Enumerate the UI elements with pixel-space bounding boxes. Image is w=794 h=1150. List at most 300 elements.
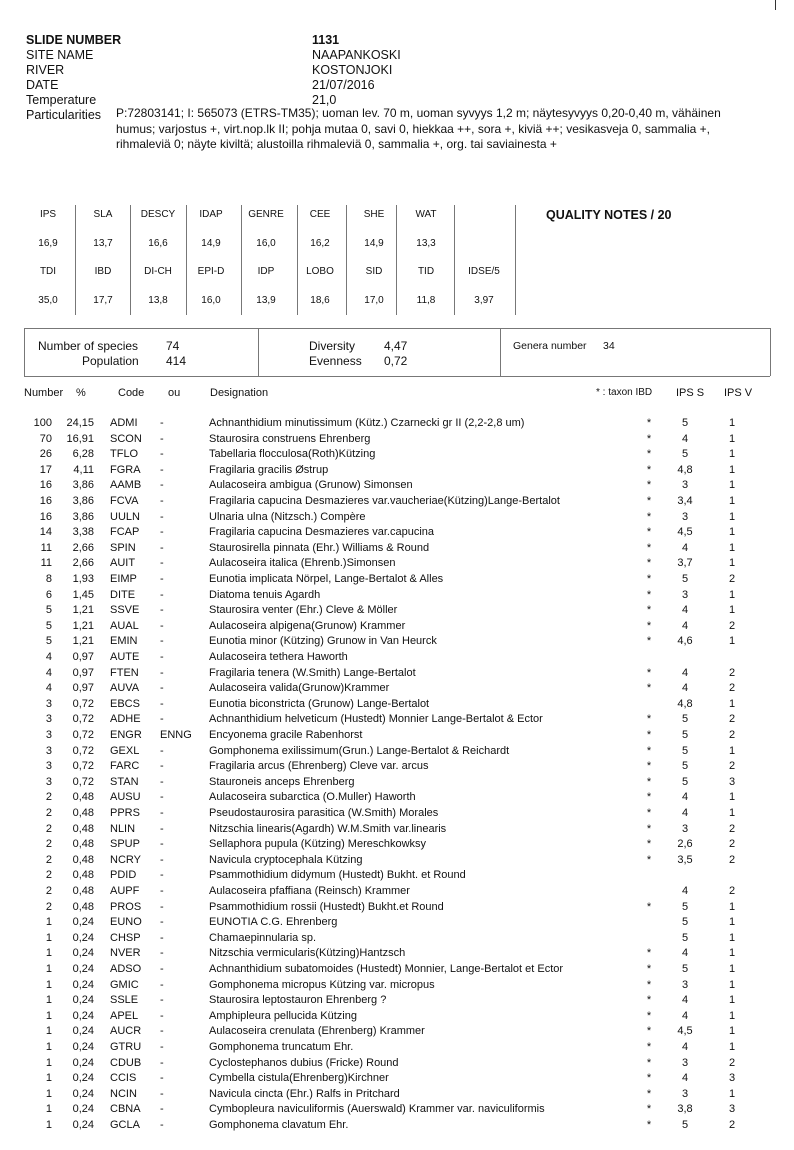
taxon-code: GEXL — [110, 744, 140, 757]
taxon-percent: 1,45 — [72, 588, 94, 601]
taxon-code: CBNA — [110, 1103, 141, 1116]
index-value-idap: 14,9 — [201, 238, 221, 249]
table-row — [0, 542, 794, 558]
ips-v-value: 2 — [728, 729, 736, 741]
ips-s-value: 5 — [681, 448, 689, 461]
ips-s-value: 4 — [681, 885, 689, 897]
taxon-count: 2 — [45, 822, 52, 835]
table-row — [0, 791, 794, 807]
ibd-marker: * — [646, 822, 652, 835]
taxon-percent: 0,48 — [72, 791, 94, 804]
ips-v-value: 1 — [728, 448, 736, 461]
taxon-code: AUAL — [110, 619, 139, 632]
ibd-marker: * — [646, 807, 652, 819]
ips-s-value: 4,5 — [677, 1025, 693, 1038]
ips-v-value: 2 — [728, 682, 736, 695]
taxon-code: ADHE — [110, 713, 141, 726]
taxon-count: 8 — [45, 573, 52, 585]
ibd-marker: * — [646, 619, 652, 632]
taxon-code: UULN — [110, 510, 140, 523]
ips-s-value: 3,5 — [677, 853, 693, 866]
table-row — [0, 932, 794, 948]
taxon-designation: Tabellaria flocculosa(Roth)Kützing — [209, 448, 376, 461]
taxon-ou: - — [160, 978, 164, 991]
taxon-code: FGRA — [110, 463, 141, 476]
quality-notes: QUALITY NOTES / 20 — [546, 208, 672, 222]
taxon-ou: - — [160, 573, 164, 585]
index-value-epi-d: 16,0 — [201, 295, 221, 306]
river-value: KOSTONJOKI — [312, 63, 393, 77]
ips-s-value: 3 — [681, 479, 689, 492]
taxon-percent: 0,24 — [72, 963, 94, 975]
taxon-ou: - — [160, 510, 164, 523]
taxon-designation: EUNOTIA C.G. Ehrenberg — [209, 916, 338, 929]
col-taxon-ibd: * : taxon IBD — [596, 387, 653, 398]
index-label-di-ch: DI-CH — [144, 266, 172, 277]
taxon-code: AAMB — [110, 479, 142, 492]
taxon-count: 5 — [45, 619, 52, 632]
taxon-ou: - — [160, 1025, 164, 1038]
table-row — [0, 495, 794, 511]
taxon-ou: ENNG — [160, 729, 192, 741]
index-label-idp: IDP — [257, 266, 275, 277]
ibd-marker: * — [646, 1025, 652, 1038]
taxon-percent: 4,11 — [73, 463, 94, 476]
taxon-percent: 3,38 — [72, 526, 94, 539]
ips-s-value: 3 — [681, 588, 689, 601]
ips-v-value: 1 — [728, 978, 736, 991]
ips-v-value: 1 — [728, 994, 736, 1007]
table-row — [0, 947, 794, 963]
taxon-designation: Achnanthidium helveticum (Hustedt) Monnier Lange-Bertalot & Ector — [209, 713, 543, 726]
table-row — [0, 916, 794, 932]
table-row — [0, 838, 794, 854]
taxon-designation: Pseudostaurosira parasitica (W.Smith) Morales — [209, 807, 439, 819]
taxon-count: 5 — [45, 635, 52, 648]
ips-v-value: 2 — [728, 760, 736, 773]
taxon-percent: 0,72 — [72, 744, 94, 757]
taxon-percent: 0,48 — [72, 807, 94, 819]
ips-v-value: 1 — [728, 1009, 736, 1022]
taxon-percent: 0,48 — [72, 853, 94, 866]
table-row — [0, 526, 794, 542]
taxon-count: 3 — [45, 760, 52, 773]
taxon-designation: Aulacoseira italica (Ehrenb.)Simonsen — [209, 557, 396, 570]
taxon-percent: 0,24 — [72, 1041, 94, 1053]
table-row — [0, 433, 794, 449]
ips-s-value: 4,6 — [677, 635, 693, 648]
site-name-value: NAAPANKOSKI — [312, 48, 401, 62]
taxon-ou: - — [160, 697, 164, 710]
ibd-marker: * — [646, 448, 652, 461]
taxon-count: 1 — [45, 1056, 52, 1069]
taxon-percent: 3,86 — [72, 495, 94, 507]
taxon-count: 2 — [45, 853, 52, 866]
taxon-percent: 0,48 — [72, 822, 94, 835]
table-row — [0, 885, 794, 901]
taxon-code: EUNO — [110, 916, 142, 929]
taxon-ou: - — [160, 541, 164, 554]
ips-s-value: 4 — [681, 604, 689, 617]
table-row — [0, 994, 794, 1010]
ibd-marker: * — [646, 713, 652, 726]
taxon-count: 16 — [39, 495, 52, 507]
ips-s-value: 5 — [681, 417, 689, 429]
taxon-designation: Eunotia implicata Nörpel, Lange-Bertalot & Alles — [209, 573, 444, 585]
taxon-ou: - — [160, 1009, 164, 1022]
taxon-code: SCON — [110, 432, 142, 445]
ips-v-value: 2 — [728, 713, 736, 726]
ips-s-value: 3 — [681, 978, 689, 991]
ibd-marker: * — [646, 1041, 652, 1053]
table-row — [0, 1072, 794, 1088]
index-value-di-ch: 13,8 — [148, 295, 168, 306]
taxon-count: 3 — [45, 744, 52, 757]
taxon-code: AUTE — [110, 651, 140, 663]
ibd-marker: * — [646, 729, 652, 741]
ips-v-value: 2 — [728, 573, 736, 585]
taxon-count: 3 — [45, 729, 52, 741]
taxon-designation: Achnanthidium subatomoides (Hustedt) Monnier, Lange-Bertalot et Ector — [209, 963, 564, 975]
index-value-descy: 16,6 — [148, 238, 168, 249]
taxon-count: 11 — [40, 557, 52, 570]
taxon-ou: - — [160, 651, 164, 663]
taxon-designation: Staurosira venter (Ehr.) Cleve & Möller — [209, 604, 398, 617]
temperature-value: 21,0 — [312, 93, 337, 107]
taxon-designation: Chamaepinnularia sp. — [209, 931, 317, 944]
taxon-count: 14 — [39, 526, 52, 539]
taxon-ou: - — [160, 1087, 164, 1100]
taxon-count: 2 — [45, 838, 52, 851]
ibd-marker: * — [646, 432, 652, 445]
index-value-tdi: 35,0 — [38, 295, 58, 306]
ips-s-value: 4 — [681, 947, 689, 960]
taxon-code: NCIN — [110, 1087, 137, 1100]
taxon-code: EMIN — [110, 635, 138, 648]
table-row — [0, 869, 794, 885]
ips-v-value: 2 — [728, 885, 736, 897]
index-value-cee: 16,2 — [310, 238, 330, 249]
index-label-sid: SID — [365, 266, 383, 277]
ips-v-value: 2 — [728, 822, 736, 835]
col-number: Number — [24, 387, 64, 399]
taxon-ou: - — [160, 619, 164, 632]
taxon-designation: Aulacoseira subarctica (O.Muller) Haworth — [209, 791, 416, 804]
taxon-designation: Cyclostephanos dubius (Fricke) Round — [209, 1056, 399, 1069]
taxon-count: 1 — [45, 994, 52, 1007]
taxon-percent: 0,24 — [72, 978, 94, 991]
taxon-designation: Fragilaria tenera (W.Smith) Lange-Bertalot — [209, 666, 416, 679]
ibd-marker: * — [646, 635, 652, 648]
ips-s-value: 4 — [681, 807, 689, 819]
taxon-code: GCLA — [110, 1119, 140, 1131]
ips-v-value: 1 — [728, 635, 736, 648]
taxon-designation: Gomphonema truncatum Ehr. — [209, 1041, 354, 1053]
taxon-count: 4 — [45, 651, 52, 663]
ips-s-value: 2,6 — [677, 838, 693, 851]
ibd-marker: * — [646, 838, 652, 851]
taxon-count: 5 — [45, 604, 52, 617]
ibd-marker: * — [646, 1056, 652, 1069]
taxon-count: 6 — [45, 588, 52, 601]
index-value-tid: 11,8 — [416, 295, 436, 306]
taxon-count: 1 — [45, 963, 52, 975]
ips-s-value: 4 — [681, 432, 689, 445]
ibd-marker: * — [646, 963, 652, 975]
ibd-marker: * — [646, 775, 652, 788]
table-row — [0, 1119, 794, 1135]
taxon-ou: - — [160, 417, 164, 429]
taxon-code: APEL — [110, 1009, 139, 1022]
taxon-designation: Fragilaria capucina Desmazieres var.vaucheriae(Kützing)Lange-Bertalot — [209, 495, 560, 507]
ips-s-value: 5 — [681, 775, 689, 788]
taxon-count: 16 — [39, 479, 52, 492]
taxon-ou: - — [160, 931, 164, 944]
taxon-code: EBCS — [110, 697, 140, 710]
taxon-code: ADMI — [110, 417, 138, 429]
taxon-percent: 0,24 — [72, 1056, 94, 1069]
index-label-tdi: TDI — [39, 266, 57, 277]
taxon-code: GTRU — [110, 1041, 142, 1053]
taxon-count: 1 — [45, 1041, 52, 1053]
taxon-ou: - — [160, 495, 164, 507]
taxon-ou: - — [160, 963, 164, 975]
ips-v-value: 3 — [728, 775, 736, 788]
taxon-count: 2 — [45, 900, 52, 913]
taxon-ou: - — [160, 713, 164, 726]
ibd-marker: * — [646, 682, 652, 695]
taxon-count: 1 — [45, 947, 52, 960]
taxon-designation: Fragilaria arcus (Ehrenberg) Cleve var. arcus — [209, 760, 429, 773]
taxon-designation: Fragilaria capucina Desmazieres var.capucina — [209, 526, 434, 539]
ips-s-value: 3,7 — [677, 557, 693, 570]
taxon-code: SSLE — [110, 994, 139, 1007]
index-label-ibd: IBD — [94, 266, 112, 277]
taxon-percent: 0,24 — [72, 1103, 94, 1116]
index-label-she: SHE — [363, 209, 385, 220]
ibd-marker: * — [646, 900, 652, 913]
ibd-marker: * — [646, 1087, 652, 1100]
taxon-ou: - — [160, 807, 164, 819]
ibd-marker: * — [646, 994, 652, 1007]
ips-v-value: 1 — [728, 495, 736, 507]
taxon-count: 3 — [45, 775, 52, 788]
taxon-count: 3 — [45, 713, 52, 726]
diversity-label: Diversity — [309, 339, 356, 353]
taxon-percent: 0,24 — [72, 1087, 94, 1100]
taxon-designation: Cymbopleura naviculiformis (Auerswald) Krammer var. naviculiformis — [209, 1103, 545, 1116]
ips-v-value: 1 — [728, 791, 736, 804]
taxon-ou: - — [160, 432, 164, 445]
site-name-label: SITE NAME — [26, 48, 94, 62]
taxon-count: 4 — [45, 682, 52, 695]
taxon-code: FTEN — [110, 666, 139, 679]
taxon-code: AUCR — [110, 1025, 142, 1038]
taxon-percent: 0,72 — [72, 760, 94, 773]
taxon-percent: 0,48 — [72, 900, 94, 913]
taxon-percent: 0,72 — [72, 729, 94, 741]
ips-s-value: 4 — [681, 666, 689, 679]
ibd-marker: * — [646, 510, 652, 523]
table-row — [0, 620, 794, 636]
ips-s-value: 5 — [681, 900, 689, 913]
taxon-percent: 1,93 — [72, 573, 94, 585]
taxon-code: AUPF — [110, 885, 140, 897]
taxon-designation: Diatoma tenuis Agardh — [209, 588, 321, 601]
taxon-code: EIMP — [110, 573, 137, 585]
ips-v-value: 2 — [728, 853, 736, 866]
taxon-count: 1 — [45, 1103, 52, 1116]
taxon-percent: 0,72 — [72, 697, 94, 710]
diversity-value: 4,47 — [384, 339, 408, 353]
index-label-idse5: IDSE/5 — [468, 266, 500, 277]
taxon-code: GMIC — [110, 978, 139, 991]
table-row — [0, 511, 794, 527]
ibd-marker: * — [646, 947, 652, 960]
taxon-percent: 0,24 — [72, 1072, 94, 1085]
ips-v-value: 1 — [728, 1087, 736, 1100]
taxon-percent: 1,21 — [72, 619, 94, 632]
taxon-designation: Aulacoseira pfaffiana (Reinsch) Krammer — [209, 885, 410, 897]
taxon-ou: - — [160, 900, 164, 913]
taxon-designation: Navicula cincta (Ehr.) Ralfs in Pritchard — [209, 1087, 400, 1100]
taxon-percent: 0,72 — [72, 775, 94, 788]
taxon-percent: 0,97 — [72, 651, 94, 663]
taxon-ou: - — [160, 635, 164, 648]
taxon-code: FCVA — [110, 495, 139, 507]
table-row — [0, 557, 794, 573]
ips-s-value: 4,5 — [677, 526, 693, 539]
population-label: Population — [82, 354, 139, 368]
index-label-tid: TID — [417, 266, 435, 277]
taxon-percent: 0,97 — [72, 666, 94, 679]
ips-v-value: 1 — [728, 963, 736, 975]
ips-s-value: 5 — [681, 1119, 689, 1131]
ips-v-value: 1 — [728, 526, 736, 539]
index-value-sla: 13,7 — [93, 238, 113, 249]
taxon-percent: 0,24 — [72, 1009, 94, 1022]
index-value-genre: 16,0 — [256, 238, 276, 249]
ips-s-value: 4 — [681, 541, 689, 554]
taxon-ou: - — [160, 557, 164, 570]
table-row — [0, 745, 794, 761]
taxon-designation: Sellaphora pupula (Kützing) Mereschkowksy — [209, 838, 427, 851]
ips-s-value: 4 — [681, 1009, 689, 1022]
taxon-designation: Aulacoseira valida(Grunow)Krammer — [209, 682, 390, 695]
taxon-designation: Staurosira construens Ehrenberg — [209, 432, 371, 445]
index-label-epi-d: EPI-D — [197, 266, 225, 277]
table-row — [0, 729, 794, 745]
taxon-ou: - — [160, 463, 164, 476]
taxon-designation: Gomphonema exilissimum(Grun.) Lange-Bertalot & Reichardt — [209, 744, 510, 757]
taxon-designation: Nitzschia linearis(Agardh) W.M.Smith var.linearis — [209, 822, 447, 835]
ips-v-value: 1 — [728, 1041, 736, 1053]
table-row — [0, 1010, 794, 1026]
species-label: Number of species — [38, 339, 139, 353]
taxon-count: 1 — [45, 931, 52, 944]
ips-s-value: 5 — [681, 931, 689, 944]
taxon-code: NLIN — [110, 822, 136, 835]
table-row — [0, 682, 794, 698]
taxon-percent: 2,66 — [72, 557, 94, 570]
index-label-wat: WAT — [415, 209, 437, 220]
taxon-code: DITE — [110, 588, 136, 601]
taxon-ou: - — [160, 947, 164, 960]
index-label-ips: IPS — [39, 209, 57, 220]
taxon-designation: Nitzschia vermicularis(Kützing)Hantzsch — [209, 947, 406, 960]
taxon-code: NVER — [110, 947, 141, 960]
ips-v-value: 1 — [728, 463, 736, 476]
ips-v-value: 1 — [728, 417, 736, 429]
table-row — [0, 963, 794, 979]
taxon-ou: - — [160, 526, 164, 539]
taxon-designation: Psammothidium rossii (Hustedt) Bukht.et Round — [209, 900, 444, 913]
ibd-marker: * — [646, 791, 652, 804]
ibd-marker: * — [646, 760, 652, 773]
taxon-percent: 1,21 — [72, 635, 94, 648]
ibd-marker: * — [646, 666, 652, 679]
taxon-designation: Gomphonema micropus Kützing var. micropus — [209, 978, 435, 991]
ibd-marker: * — [646, 588, 652, 601]
river-label: RIVER — [26, 63, 65, 77]
ips-s-value: 4 — [681, 682, 689, 695]
ips-v-value: 1 — [728, 947, 736, 960]
taxon-percent: 3,86 — [72, 510, 94, 523]
particularities-label: Particularities — [26, 108, 102, 122]
taxon-ou: - — [160, 1056, 164, 1069]
taxon-ou: - — [160, 916, 164, 929]
ips-v-value: 2 — [728, 1119, 736, 1131]
col-designation: Designation — [210, 387, 269, 399]
taxon-designation: Fragilaria gracilis Østrup — [209, 463, 329, 476]
taxon-code: FCAP — [110, 526, 140, 539]
species-value: 74 — [166, 339, 180, 353]
ibd-marker: * — [646, 1009, 652, 1022]
ips-s-value: 3,8 — [677, 1103, 693, 1116]
index-label-lobo: LOBO — [306, 266, 334, 277]
ips-s-value: 5 — [681, 729, 689, 741]
ips-v-value: 2 — [728, 619, 736, 632]
table-row — [0, 573, 794, 589]
taxon-code: CDUB — [110, 1056, 142, 1069]
ips-v-value: 1 — [728, 588, 736, 601]
table-row — [0, 854, 794, 870]
taxon-designation: Ulnaria ulna (Nitzsch.) Compère — [209, 510, 366, 523]
ibd-marker: * — [646, 604, 652, 617]
table-row — [0, 604, 794, 620]
table-row — [0, 448, 794, 464]
taxon-code: PDID — [110, 869, 137, 882]
index-value-sid: 17,0 — [364, 295, 384, 306]
index-label-descy: DESCY — [140, 209, 176, 220]
taxon-ou: - — [160, 853, 164, 866]
taxon-percent: 0,24 — [72, 1025, 94, 1038]
ibd-marker: * — [646, 853, 652, 866]
taxon-ou: - — [160, 588, 164, 601]
date-value: 21/07/2016 — [312, 78, 375, 92]
table-row — [0, 1103, 794, 1119]
taxon-code: TFLO — [110, 448, 139, 461]
taxon-designation: Staurosira leptostauron Ehrenberg ? — [209, 994, 387, 1007]
taxon-code: ADSO — [110, 963, 142, 975]
table-row — [0, 823, 794, 839]
table-row — [0, 760, 794, 776]
ips-s-value: 5 — [681, 916, 689, 929]
ibd-marker: * — [646, 417, 652, 429]
taxon-ou: - — [160, 775, 164, 788]
ips-s-value: 3 — [681, 1087, 689, 1100]
taxon-ou: - — [160, 1103, 164, 1116]
